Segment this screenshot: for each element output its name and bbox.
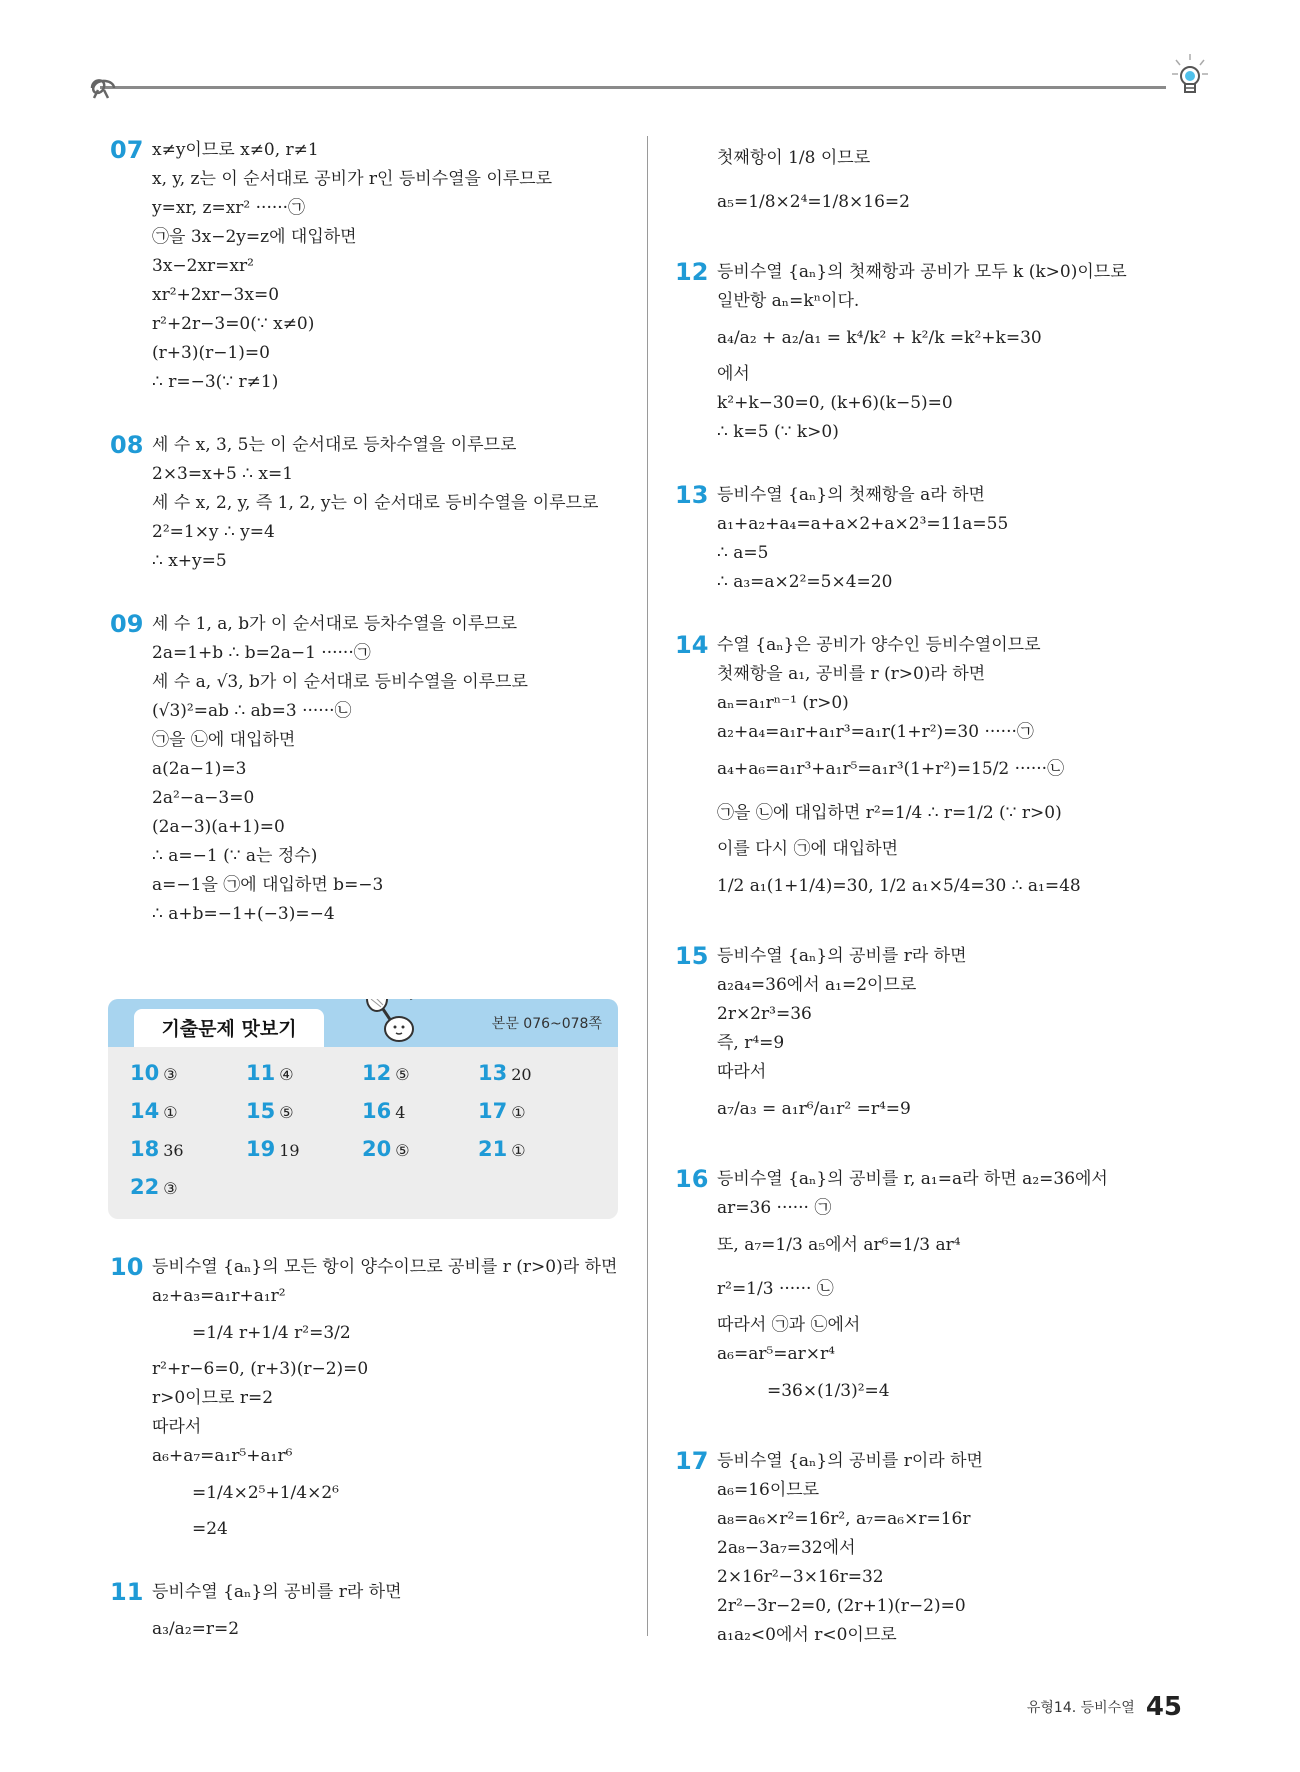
- solution-line: r²+r−6=0, (r+3)(r−2)=0: [152, 1359, 369, 1379]
- answer-value: ④: [279, 1065, 294, 1084]
- solution-line: a₁+a₂+a₄=a+a×2+a×2³=11a=55: [717, 514, 1009, 534]
- solution-line: (2a−3)(a+1)=0: [152, 817, 285, 837]
- left-problem-list-2: [110, 1253, 625, 1651]
- solution-line: 세 수 x, 2, y, 즉 1, 2, y는 이 순서대로 등비수열을 이루므로: [152, 493, 599, 513]
- solution-line: 2×16r²−3×16r=32: [717, 1567, 884, 1587]
- solution-line: x, y, z는 이 순서대로 공비가 r인 등비수열을 이루므로: [152, 169, 553, 189]
- solution-line: a₆+a₇=a₁r⁵+a₁r⁶: [152, 1446, 293, 1466]
- ribbon-icon: [88, 74, 118, 100]
- solution-block: [675, 481, 1205, 597]
- problem-number: 07: [110, 136, 144, 164]
- answer-item: [246, 1095, 362, 1129]
- answer-number: 13: [478, 1061, 508, 1085]
- solution-line: 첫째항이 1/8 이므로: [717, 148, 871, 168]
- page-footer: [1027, 1692, 1182, 1722]
- solution-block: [110, 1578, 625, 1651]
- solution-lines: [717, 631, 1201, 908]
- solution-line: aₙ=a₁rⁿ⁻¹ (r>0): [717, 693, 849, 713]
- solution-line: a₇/a₃ = a₁r⁶/a₁r² =r⁴=9: [717, 1099, 911, 1119]
- solution-line: k²+k−30=0, (k+6)(k−5)=0: [717, 393, 953, 413]
- left-column: [110, 136, 625, 1685]
- solution-line: 등비수열 {aₙ}의 첫째항과 공비가 모두 k (k>0)이므로: [717, 262, 1127, 282]
- solution-line: 수열 {aₙ}은 공비가 양수인 등비수열이므로: [717, 635, 1041, 655]
- answer-value: ③: [163, 1179, 178, 1198]
- column-divider: [647, 136, 648, 1636]
- answer-value: 36: [163, 1141, 184, 1160]
- solution-block: [675, 631, 1205, 908]
- solution-line: ∴ a+b=−1+(−3)=−4: [152, 904, 335, 924]
- left-problem-list: [110, 136, 625, 929]
- answer-value: ③: [163, 1065, 178, 1084]
- problem-number: 14: [675, 631, 709, 659]
- answer-grid: [108, 1047, 618, 1219]
- solution-line: =1/4 r+1/4 r²=3/2: [192, 1323, 351, 1343]
- solution-line: 3x−2xr=xr²: [152, 256, 254, 276]
- answer-number: 22: [130, 1175, 160, 1199]
- solution-line: 2a₈−3a₇=32에서: [717, 1538, 856, 1558]
- lightbulb-icon: [1160, 52, 1210, 104]
- solution-line: a₈=a₆×r²=16r², a₇=a₆×r=16r: [717, 1509, 971, 1529]
- solution-lines: [152, 136, 621, 397]
- answer-number: 14: [130, 1099, 160, 1123]
- solution-line: =36×(1/3)²=4: [767, 1381, 890, 1401]
- answer-value: ①: [511, 1103, 526, 1122]
- solution-line: 또, a₇=1/3 a₅에서 ar⁶=1/3 ar⁴: [717, 1235, 961, 1255]
- solution-line: 즉, r⁴=9: [717, 1033, 785, 1053]
- answer-item: [246, 1133, 362, 1167]
- solution-line: 1/2 a₁(1+1/4)=30, 1/2 a₁×5/4=30 ∴ a₁=48: [717, 876, 1081, 896]
- solution-block: [110, 610, 625, 929]
- answer-item: [362, 1057, 478, 1091]
- solution-lines: [152, 1578, 621, 1651]
- solution-line: r²=1/3 ······ ㉡: [717, 1279, 834, 1299]
- solution-line: a₂+a₄=a₁r+a₁r³=a₁r(1+r²)=30 ······㉠: [717, 722, 1034, 742]
- solution-block: [675, 136, 1205, 224]
- answer-number: 20: [362, 1137, 392, 1161]
- problem-number: 09: [110, 610, 144, 638]
- solution-line: ar=36 ······ ㉠: [717, 1198, 832, 1218]
- solution-line: xr²+2xr−3x=0: [152, 285, 280, 305]
- problem-number: 08: [110, 431, 144, 459]
- answer-number: 11: [246, 1061, 276, 1085]
- answer-item: [478, 1057, 594, 1091]
- solution-line: a(2a−1)=3: [152, 759, 247, 779]
- answer-value: 4: [395, 1103, 406, 1122]
- solution-line: 에서: [717, 364, 750, 384]
- solution-line: =24: [192, 1519, 228, 1539]
- answer-number: 16: [362, 1099, 392, 1123]
- answer-box-title: 기출문제 맛보기: [134, 1009, 324, 1047]
- solution-line: 2r²−3r−2=0, (2r+1)(r−2)=0: [717, 1596, 966, 1616]
- solution-line: ㉠을 ㉡에 대입하면: [152, 730, 296, 750]
- solution-line: y=xr, z=xr² ······㉠: [152, 198, 306, 218]
- answer-value: 20: [511, 1065, 532, 1084]
- answer-value: ①: [163, 1103, 178, 1122]
- solution-line: r>0이므로 r=2: [152, 1388, 274, 1408]
- solution-line: 따라서: [152, 1417, 202, 1437]
- solution-line: 일반항 aₙ=kⁿ이다.: [717, 291, 860, 311]
- footer-section-label: 유형14. 등비수열: [1026, 1700, 1135, 1716]
- solution-line: 등비수열 {aₙ}의 공비를 r라 하면: [717, 946, 967, 966]
- answer-item: [130, 1133, 246, 1167]
- solution-line: ∴ a=−1 (∵ a는 정수): [152, 846, 318, 866]
- solution-line: a₄+a₆=a₁r³+a₁r⁵=a₁r³(1+r²)=15/2 ······㉡: [717, 759, 1065, 779]
- solution-lines: [152, 431, 621, 576]
- answer-item: [362, 1095, 478, 1129]
- solution-line: 세 수 a, √3, b가 이 순서대로 등비수열을 이루므로: [152, 672, 528, 692]
- solution-line: 등비수열 {aₙ}의 공비를 r, a₁=a라 하면 a₂=36에서: [717, 1169, 1108, 1189]
- solution-block: [675, 942, 1205, 1131]
- solution-line: ∴ x+y=5: [152, 551, 227, 571]
- solution-line: 이를 다시 ㉠에 대입하면: [717, 839, 899, 859]
- mascot-racket-icon: [363, 999, 423, 1049]
- answer-item: [130, 1057, 246, 1091]
- solution-line: a₄/a₂ + a₂/a₁ = k⁴/k² + k²/k =k²+k=30: [717, 328, 1042, 348]
- solution-line: r²+2r−3=0(∵ x≠0): [152, 314, 315, 334]
- solution-block: [110, 1253, 625, 1544]
- answer-item: [478, 1095, 594, 1129]
- answer-item: [130, 1095, 246, 1129]
- solution-line: ∴ a=5: [717, 543, 769, 563]
- answer-value: ⑤: [279, 1103, 294, 1122]
- solution-lines: [152, 610, 621, 929]
- solution-line: 등비수열 {aₙ}의 공비를 r라 하면: [152, 1582, 402, 1602]
- solution-block: [675, 258, 1205, 447]
- answer-item: [130, 1171, 246, 1205]
- solution-lines: [152, 1253, 621, 1544]
- solution-line: 2a=1+b ∴ b=2a−1 ······㉠: [152, 643, 371, 663]
- solution-line: 따라서 ㉠과 ㉡에서: [717, 1315, 861, 1335]
- solution-line: 세 수 x, 3, 5는 이 순서대로 등차수열을 이루므로: [152, 435, 517, 455]
- solution-block: [110, 431, 625, 576]
- problem-number: 10: [110, 1253, 144, 1281]
- solution-lines: [717, 258, 1201, 447]
- solution-line: 2²=1×y ∴ y=4: [152, 522, 275, 542]
- solution-line: =1/4×2⁵+1/4×2⁶: [192, 1483, 339, 1503]
- right-column: [675, 136, 1205, 1684]
- answer-number: 21: [478, 1137, 508, 1161]
- solution-lines: [717, 481, 1201, 597]
- problem-number: 12: [675, 258, 709, 286]
- solution-block: [675, 1165, 1205, 1413]
- problem-number: 15: [675, 942, 709, 970]
- answer-number: 19: [246, 1137, 276, 1161]
- problem-number: 16: [675, 1165, 709, 1193]
- problem-number: 13: [675, 481, 709, 509]
- top-rule: [100, 86, 1166, 89]
- answer-value: ①: [511, 1141, 526, 1160]
- answer-box-header: [108, 999, 618, 1047]
- solution-line: 따라서: [717, 1062, 767, 1082]
- answer-number: 17: [478, 1099, 508, 1123]
- problem-number: 11: [110, 1578, 144, 1606]
- solution-line: 등비수열 {aₙ}의 공비를 r이라 하면: [717, 1451, 983, 1471]
- solution-line: a₂a₄=36에서 a₁=2이므로: [717, 975, 917, 995]
- solution-line: 세 수 1, a, b가 이 순서대로 등차수열을 이루므로: [152, 614, 518, 634]
- solution-line: a₁a₂<0에서 r<0이므로: [717, 1625, 897, 1645]
- answer-number: 18: [130, 1137, 160, 1161]
- solution-line: (r+3)(r−1)=0: [152, 343, 270, 363]
- answer-value: ⑤: [395, 1141, 410, 1160]
- solution-line: a₃/a₂=r=2: [152, 1619, 240, 1639]
- solution-line: ∴ k=5 (∵ k>0): [717, 422, 839, 442]
- solution-line: a=−1을 ㉠에 대입하면 b=−3: [152, 875, 384, 895]
- answer-item: [246, 1057, 362, 1091]
- solution-line: 2r×2r³=36: [717, 1004, 812, 1024]
- solution-lines: [717, 1447, 1201, 1650]
- solution-lines: [717, 136, 1201, 224]
- answer-number: 10: [130, 1061, 160, 1085]
- answer-number: 15: [246, 1099, 276, 1123]
- solution-lines: [717, 942, 1201, 1131]
- solution-line: a₅=1/8×2⁴=1/8×16=2: [717, 192, 910, 212]
- solution-block: [110, 136, 625, 397]
- solution-lines: [717, 1165, 1201, 1413]
- past-exam-answer-box: [108, 999, 618, 1219]
- problem-number: 17: [675, 1447, 709, 1475]
- solution-line: 등비수열 {aₙ}의 첫째항을 a라 하면: [717, 485, 985, 505]
- solution-line: a₆=ar⁵=ar×r⁴: [717, 1344, 835, 1364]
- solution-line: 2×3=x+5 ∴ x=1: [152, 464, 294, 484]
- solution-block: [675, 1447, 1205, 1650]
- answer-item: [478, 1133, 594, 1167]
- answer-value: 19: [279, 1141, 300, 1160]
- solution-line: 등비수열 {aₙ}의 모든 항이 양수이므로 공비를 r (r>0)라 하면: [152, 1257, 618, 1277]
- solution-line: a₆=16이므로: [717, 1480, 820, 1500]
- answer-value: ⑤: [395, 1065, 410, 1084]
- answer-number: 12: [362, 1061, 392, 1085]
- solution-line: a₂+a₃=a₁r+a₁r²: [152, 1286, 286, 1306]
- solution-line: x≠y이므로 x≠0, r≠1: [152, 140, 319, 160]
- page-number: 45: [1145, 1692, 1182, 1722]
- solution-line: ㉠을 ㉡에 대입하면 r²=1/4 ∴ r=1/2 (∵ r>0): [717, 803, 1062, 823]
- solution-line: ∴ a₃=a×2²=5×4=20: [717, 572, 893, 592]
- answer-item: [362, 1133, 478, 1167]
- solution-line: (√3)²=ab ∴ ab=3 ······㉡: [152, 701, 352, 721]
- solution-line: ㉠을 3x−2y=z에 대입하면: [152, 227, 357, 247]
- right-problem-list: [675, 136, 1205, 1650]
- solution-line: 첫째항을 a₁, 공비를 r (r>0)라 하면: [717, 664, 986, 684]
- answer-box-page-ref: 본문 076~078쪽: [491, 1016, 602, 1032]
- solution-line: 2a²−a−3=0: [152, 788, 255, 808]
- solution-line: ∴ r=−3(∵ r≠1): [152, 372, 279, 392]
